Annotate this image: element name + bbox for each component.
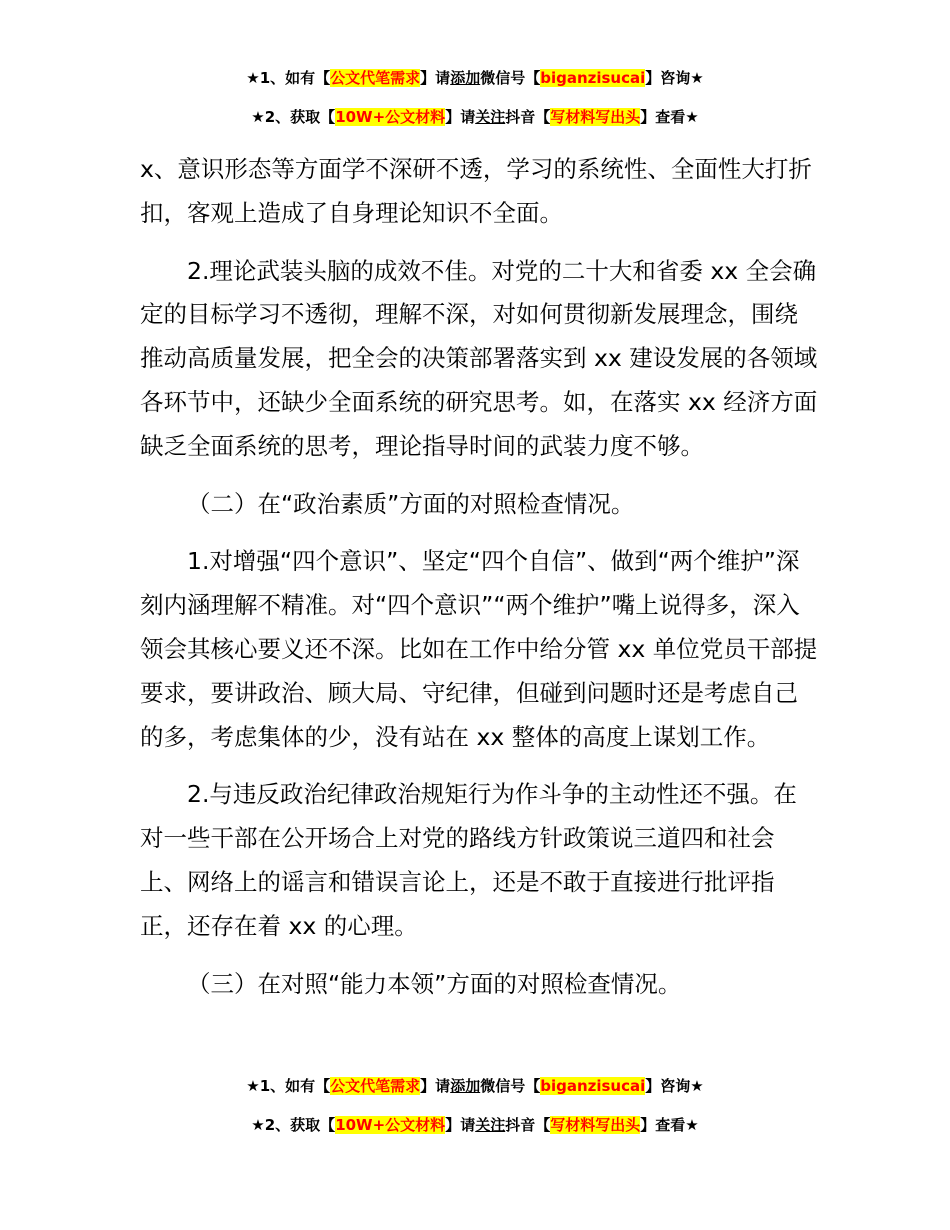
banner-suffix: 】咨询★ — [645, 69, 704, 87]
banner-text: 】请 — [420, 69, 451, 87]
banner-highlight: 公文代笔需求 — [330, 69, 421, 87]
banner-prefix: ★2、获取【 — [251, 1116, 336, 1134]
banner-suffix: 】咨询★ — [645, 1077, 704, 1095]
paragraph: 2.与违反政治纪律政治规矩行为作斗争的主动性还不强。在对一些干部在公开场合上对党的路线方针政策说三道四和社会上、网络上的谣言和错误言论上，还是不敢于直接进行批评指正，还存在着 xx 的心理。 — [140, 780, 797, 940]
footer-banner-line-2 — [0, 1115, 950, 1135]
banner-highlight: 写材料写出头 — [550, 1116, 641, 1134]
banner-underlined: 关注 — [475, 108, 506, 126]
paragraph: 2.理论武装头脑的成效不佳。对党的二十大和省委 xx 全会确定的目标学习不透彻，理解不深，对如何贯彻新发展理念，围绕推动高质量发展，把全会的决策部署落实到 xx 建设发展的各领域各环节中，还缺少全面系统的研究思考。如，在落实 xx 经济方面缺乏全面系统的思考，理论指导时间的武装力度不够。 — [140, 256, 818, 460]
banner-text: 微信号【 — [480, 1077, 541, 1095]
paragraph: x、意识形态等方面学不深研不透，学习的系统性、全面性大打折扣，客观上造成了自身理论知识不全面。 — [140, 155, 812, 227]
banner-highlight: 10W+公文材料 — [335, 1116, 446, 1134]
banner-highlight: 公文代笔需求 — [330, 1077, 421, 1095]
banner-highlight: 10W+公文材料 — [335, 108, 446, 126]
banner-highlight: biganzisucai — [540, 69, 646, 87]
banner-underlined: 添加 — [450, 69, 481, 87]
banner-prefix: ★1、如有【 — [246, 69, 331, 87]
section-heading: （二）在“政治素质”方面的对照检查情况。 — [187, 489, 635, 518]
banner-text: 抖音【 — [505, 108, 551, 126]
banner-text: 】请 — [445, 108, 476, 126]
document-body — [140, 148, 820, 1006]
banner-prefix: ★2、获取【 — [251, 108, 336, 126]
footer-banner-line-1 — [0, 1076, 950, 1096]
banner-underlined: 添加 — [450, 1077, 481, 1095]
banner-text: 微信号【 — [480, 69, 541, 87]
header-banner-line-1 — [0, 68, 950, 88]
banner-text: 】请 — [420, 1077, 451, 1095]
header-banner-line-2 — [0, 107, 950, 127]
banner-text: 抖音【 — [505, 1116, 551, 1134]
banner-highlight: biganzisucai — [540, 1077, 646, 1095]
banner-suffix: 】查看★ — [640, 108, 699, 126]
banner-text: 】请 — [445, 1116, 476, 1134]
section-heading: （三）在对照“能力本领”方面的对照检查情况。 — [187, 969, 682, 998]
banner-underlined: 关注 — [475, 1116, 506, 1134]
banner-prefix: ★1、如有【 — [246, 1077, 331, 1095]
banner-suffix: 】查看★ — [640, 1116, 699, 1134]
banner-highlight: 写材料写出头 — [550, 108, 641, 126]
paragraph: 1.对增强“四个意识”、坚定“四个自信”、做到“两个维护”深刻内涵理解不精准。对“四个意识”“两个维护”嘴上说得多，深入领会其核心要义还不深。比如在工作中给分管 xx 单位党员干部提要求，要讲政治、顾大局、守纪律，但碰到问题时还是考虑自己的多，考虑集体的少，没有站在 xx 整体的高度上谋划工作。 — [140, 547, 818, 751]
